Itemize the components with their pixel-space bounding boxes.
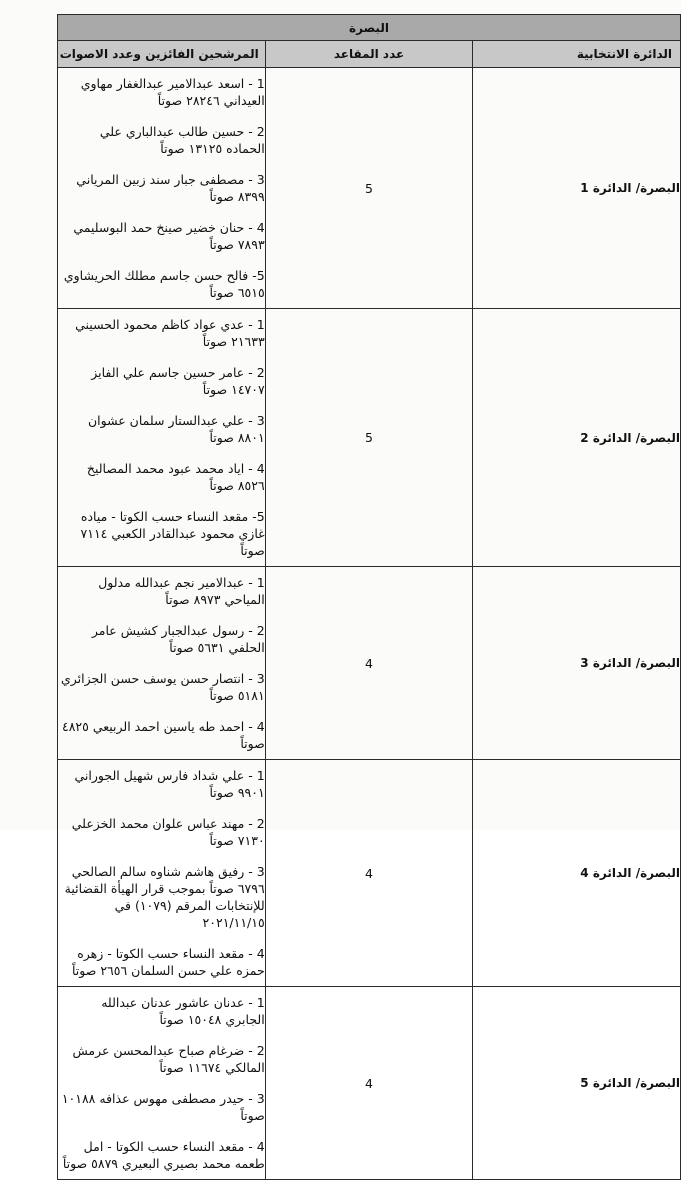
list-item: 1 - عدنان عاشور عدنان عبدالله الجابري ١٥٠٤٨ صوتاً xyxy=(101,995,265,1027)
table-row xyxy=(58,309,681,567)
list-item: 4 - مقعد النساء حسب الكوتا - زهره حمزه علي حسن السلمان ٢٦٥٦ صوتاً xyxy=(71,946,265,978)
candidate-cell xyxy=(58,987,266,1180)
list-item: 4 - احمد طه ياسين احمد الربيعي ٤٨٢٥ صوتاً xyxy=(61,719,265,751)
candidate-list xyxy=(58,987,265,1179)
list-item: 3 - علي عبدالستار سلمان عشوان ٨٨٠١ صوتاً xyxy=(87,413,265,445)
table-row xyxy=(58,567,681,760)
list-item: 4 - حنان خضير صينخ حمد البوسليمي ٧٨٩٣ صوتاً xyxy=(73,220,265,252)
table-row xyxy=(58,68,681,309)
seat-count: 4 xyxy=(265,987,473,1180)
table-row xyxy=(58,987,681,1180)
list-item: 1 - عبدالامير نجم عبدالله مدلول المياحي ٨٩٧٣ صوتاً xyxy=(98,575,265,607)
candidate-list xyxy=(58,567,265,759)
table-title-row xyxy=(58,15,681,41)
list-item: 5- مقعد النساء حسب الكوتا - مياده غازي محمود عبدالقادر الكعبي ٧١١٤ صوتاً xyxy=(80,509,265,558)
district-name: البصرة/ الدائرة 5 xyxy=(473,987,681,1180)
list-item: 2 - عامر حسين جاسم علي الفايز ١٤٧٠٧ صوتاً xyxy=(91,365,265,397)
list-item: 3 - حيدر مصطفى مهوس عذافه ١٠١٨٨ صوتاً xyxy=(61,1091,265,1123)
list-item: 5- فالح حسن جاسم مطلك الحريشاوي ٦٥١٥ صوتاً xyxy=(63,268,265,300)
list-item: 1 - علي شداد فارس شهيل الجوراني ٩٩٠١ صوتاً xyxy=(74,768,265,800)
candidate-cell xyxy=(58,309,266,567)
candidate-list xyxy=(58,760,265,986)
candidate-cell xyxy=(58,760,266,987)
list-item: 4 - اياد محمد عبود محمد المصاليخ ٨٥٢٦ صوتاً xyxy=(86,461,265,493)
candidate-list xyxy=(58,309,265,566)
list-item: 2 - حسين طالب عبدالباري علي الحماده ١٣١٢٥ صوتاً xyxy=(99,124,265,156)
list-item: 3 - مصطفى جبار سند زبين المرياني ٨٣٩٩ صوتاً xyxy=(76,172,265,204)
seat-count: 5 xyxy=(265,309,473,567)
header-district: الدائرة الانتخابية xyxy=(473,41,681,68)
candidate-cell xyxy=(58,68,266,309)
list-item: 2 - رسول عبدالجبار كشيش عامر الحلفي ٥٦٣١ صوتاً xyxy=(91,623,265,655)
header-candidates: المرشحين الفائزين وعدد الاصوات xyxy=(58,41,266,68)
list-item: 1 - اسعد عبدالامير عبدالغفار مهاوي العيداني ٢٨٢٤٦ صوتاً xyxy=(80,76,265,108)
header-seats: عدد المقاعد xyxy=(265,41,473,68)
list-item: 3 - انتصار حسن يوسف حسن الجزائري ٥١٨١ صوتاً xyxy=(60,671,265,703)
list-item: 1 - عدي عواد كاظم محمود الحسيني ٢١٦٣٣ صوتاً xyxy=(75,317,265,349)
list-item: 4 - مقعد النساء حسب الكوتا - امل طعمه محمد بصيري البعيري ٥٨٧٩ صوتاً xyxy=(62,1139,265,1171)
candidate-cell xyxy=(58,567,266,760)
list-item: 2 - ضرغام صباح عبدالمحسن عرمش المالكي ١١٦٧٤ صوتاً xyxy=(72,1043,265,1075)
table-header-row xyxy=(58,41,681,68)
seat-count: 5 xyxy=(265,68,473,309)
district-name: البصرة/ الدائرة 2 xyxy=(473,309,681,567)
province-title: البصرة xyxy=(58,15,681,41)
results-table xyxy=(57,14,681,1180)
district-name: البصرة/ الدائرة 3 xyxy=(473,567,681,760)
list-item: 2 - مهند عباس علوان محمد الخزعلي ٧١٣٠ صوتاً xyxy=(71,816,265,848)
list-item: 3 - رفيق هاشم شناوه سالم الصالحي ٦٧٩٦ صوتاً بموجب قرار الهيأة القضائية للإنتخابات المرقم (١٠٧٩) في ٢٠٢١/١١/١٥ xyxy=(64,864,265,930)
table-row xyxy=(58,760,681,987)
district-name: البصرة/ الدائرة 4 xyxy=(473,760,681,987)
candidate-list xyxy=(58,68,265,308)
seat-count: 4 xyxy=(265,760,473,987)
district-name: البصرة/ الدائرة 1 xyxy=(473,68,681,309)
seat-count: 4 xyxy=(265,567,473,760)
